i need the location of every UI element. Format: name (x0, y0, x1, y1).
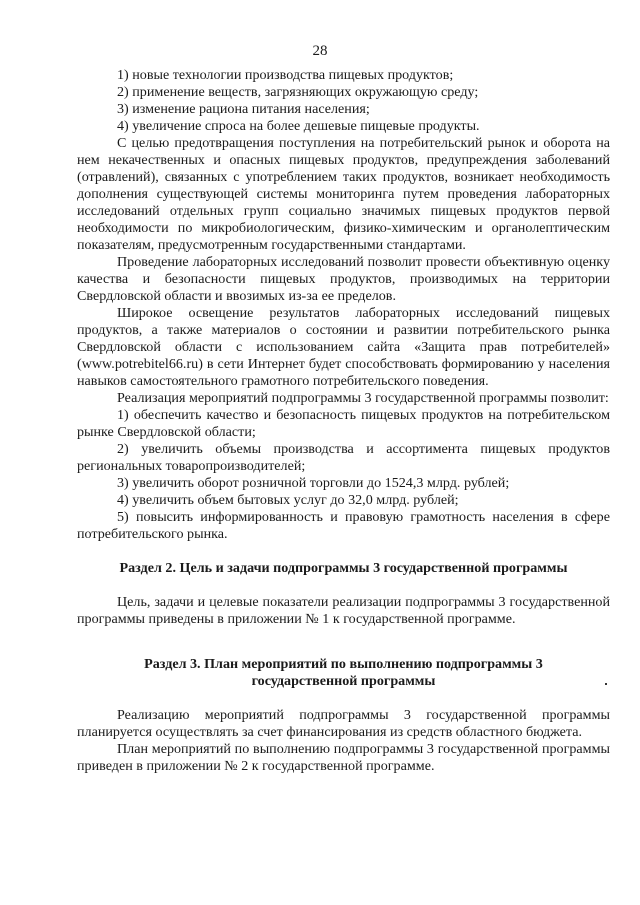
list-item: 1) обеспечить качество и безопасность пищевых продуктов на потребительском рынке Свердловской области; (77, 407, 610, 440)
list-item: 2) увеличить объемы производства и ассортимента пищевых продуктов региональных товаропроизводителей; (77, 441, 610, 474)
list-item: 5) повысить информированность и правовую грамотность населения в сфере потребительского рынка. (77, 509, 610, 542)
list-item: 1) новые технологии производства пищевых продуктов; (117, 67, 454, 83)
list-item: 2) применение веществ, загрязняющих окружающую среду; (117, 84, 479, 100)
list-item: 4) увеличение спроса на более дешевые пищевые продукты. (117, 118, 480, 134)
section-2-heading: Раздел 2. Цель и задачи подпрограммы 3 государственной программы (119, 560, 568, 576)
section-3-text-2: План мероприятий по выполнению подпрограммы 3 государственной программы приведен в приложении № 2 к государственной программе. (77, 741, 610, 774)
list-item: 3) увеличить оборот розничной торговли до 1524,3 млрд. рублей; (117, 475, 510, 491)
list-item: 4) увеличить объем бытовых услуг до 32,0 млрд. рублей; (117, 492, 459, 508)
list-item: 3) изменение рациона питания населения; (117, 101, 370, 117)
paragraph: Проведение лабораторных исследований позволит провести объективную оценку качества и безопасности пищевых продуктов, производимых на территории Свердловской области и ввозимых из-за ее пределов. (77, 254, 610, 304)
document-body (77, 67, 610, 775)
section-3-text-1: Реализацию мероприятий подпрограммы 3 государственной программы планируется осуществлять за счет финансирования из средств областного бюджета. (77, 707, 610, 740)
page-number: 28 (312, 43, 328, 59)
stray-mark (605, 683, 607, 685)
paragraph: Реализация мероприятий подпрограммы 3 государственной программы позволит: (117, 390, 609, 406)
paragraph: С целью предотвращения поступления на потребительский рынок и оборота на нем некачественных и опасных пищевых продуктов, предупреждения заболеваний (отравлений), связанных с употреблением таких продуктов, возникает необходимость дополнения существующей системы мониторинга путем проведения лабораторных исследований отдельных групп социально значимых пищевых продуктов первой необходимости по микробиологическим, физико-химическим и органолептическим показателям, предусмотренным государственными стандартами. (77, 135, 610, 253)
section-2-text: Цель, задачи и целевые показатели реализации подпрограммы 3 государственной программы приведены в приложении № 1 к государственной программе. (77, 594, 610, 627)
section-3-heading-line1: Раздел 3. План мероприятий по выполнению подпрограммы 3 (144, 656, 543, 672)
section-3-heading-line2: государственной программы (251, 673, 436, 689)
paragraph: Широкое освещение результатов лабораторных исследований пищевых продуктов, а также материалов о состоянии и развитии потребительского рынка Свердловской области с использованием сайта «Защита прав потребителей» (www.potrebitel66.ru) в сети Интернет будет способствовать формированию у населения навыков самостоятельного грамотного потребительского поведения. (77, 305, 610, 389)
